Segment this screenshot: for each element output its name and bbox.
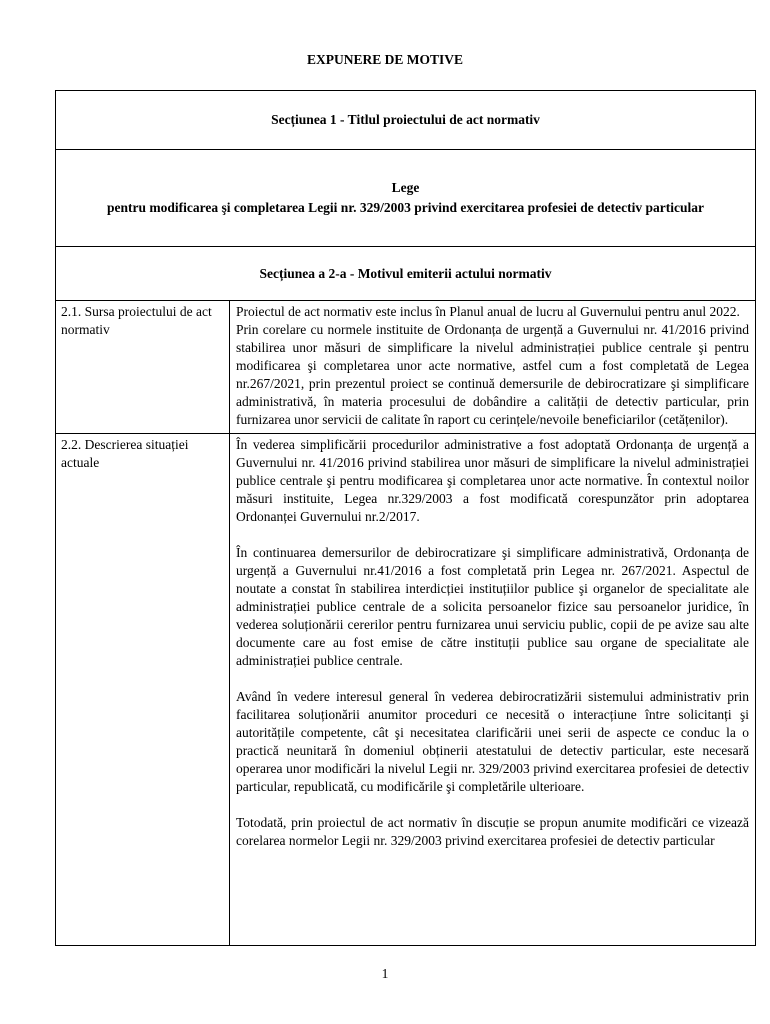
document-title: EXPUNERE DE MOTIVE bbox=[306, 52, 463, 67]
section1-heading: Secțiunea 1 - Titlul proiectului de act normativ bbox=[271, 112, 540, 127]
act-type: Lege bbox=[391, 180, 420, 195]
row-label-current-situation: 2.2. Descrierea situației actuale bbox=[61, 437, 189, 470]
act-title-cell bbox=[56, 150, 756, 247]
act-title: pentru modificarea şi completarea Legii nr. 329/2003 privind exercitarea profesiei de detectiv particular bbox=[106, 200, 705, 215]
page-number: 1 bbox=[381, 966, 389, 981]
paragraph: Prin corelare cu normele instituite de Ordonanța de urgență a Guvernului nr. 41/2016 privind stabilirea unor măsuri de simplificare la nivelul administrației publice centrale şi pentru modificarea şi completarea unor acte normative, astfel cum a fost completată de Legea nr.267/2021, prin prezentul proiect se continuă demersurile de debirocratizare şi simplificare administrativă, în materia procesului de dobândire a calității de detectiv particular, prin furnizarea unor servicii de calitate în raport cu cerințele/nevoile beneficiarilor (cetățenilor). bbox=[236, 322, 749, 427]
table-row bbox=[56, 301, 756, 434]
row-label-source: 2.1. Sursa proiectului de act normativ bbox=[61, 304, 212, 337]
expunere-table bbox=[55, 90, 756, 946]
row-text-cell bbox=[230, 301, 756, 434]
section2-heading-cell bbox=[56, 247, 756, 301]
row-label-cell bbox=[56, 434, 230, 946]
row-text-content bbox=[236, 436, 749, 941]
row-label-cell bbox=[56, 301, 230, 434]
paragraph: Având în vedere interesul general în vederea debirocratizării sistemului administrativ prin facilitarea soluționării anumitor proceduri ce necesită o interacțiune între solicitanți şi autoritățile competente, cât şi necesitatea clarificării unei serii de aspecte ce conduc la o practică neunitară în domeniul obținerii atestatului de detectiv particular, este necesară operarea unor modificări la nivelul Legii nr. 329/2003 privind exercitarea profesiei de detectiv particular, republicată, cu modificările şi completările ulterioare. bbox=[236, 689, 749, 794]
section2-heading: Secțiunea a 2-a - Motivul emiterii actului normativ bbox=[259, 265, 552, 281]
table-row bbox=[56, 434, 756, 946]
paragraph: În vederea simplificării procedurilor administrative a fost adoptată Ordonanța de urgență a Guvernului nr. 41/2016 privind stabilirea unor măsuri de simplificare la nivelul administrației publice centrale şi pentru modificarea şi completarea unor acte normative. În contextul noilor măsuri instituite, Legea nr.329/2003 a fost modificată corespunzător prin adoptarea Ordonanței Guvernului nr.2/2017. bbox=[236, 437, 749, 524]
row-text-cell bbox=[230, 434, 756, 946]
section1-heading-cell bbox=[56, 91, 756, 150]
paragraph: Totodată, prin proiectul de act normativ în discuție se propun anumite modificări ce vizează corelarea normelor Legii nr. 329/2003 privind exercitarea profesiei de detectiv particular bbox=[236, 815, 749, 848]
paragraph: Proiectul de act normativ este inclus în Planul anual de lucru al Guvernului pentru anul 2022. bbox=[236, 304, 740, 319]
paragraph: În continuarea demersurilor de debirocratizare şi simplificare administrativă, Ordonanța de urgență a Guvernului nr.41/2016 a fost completată prin Legea nr. 267/2021. Aspectul de noutate a constat în stabilirea interdicției instituțiilor publice şi organelor de specialitate ale administrației publice centrale de a solicita persoanelor fizice sau persoanelor juridice, în vederea soluționării cererilor pentru furnizarea unui serviciu public, copii de pe avize sau alte documente care au fost emise de către instituții publice sau organe de specialitate ale administrației publice centrale. bbox=[236, 545, 749, 668]
